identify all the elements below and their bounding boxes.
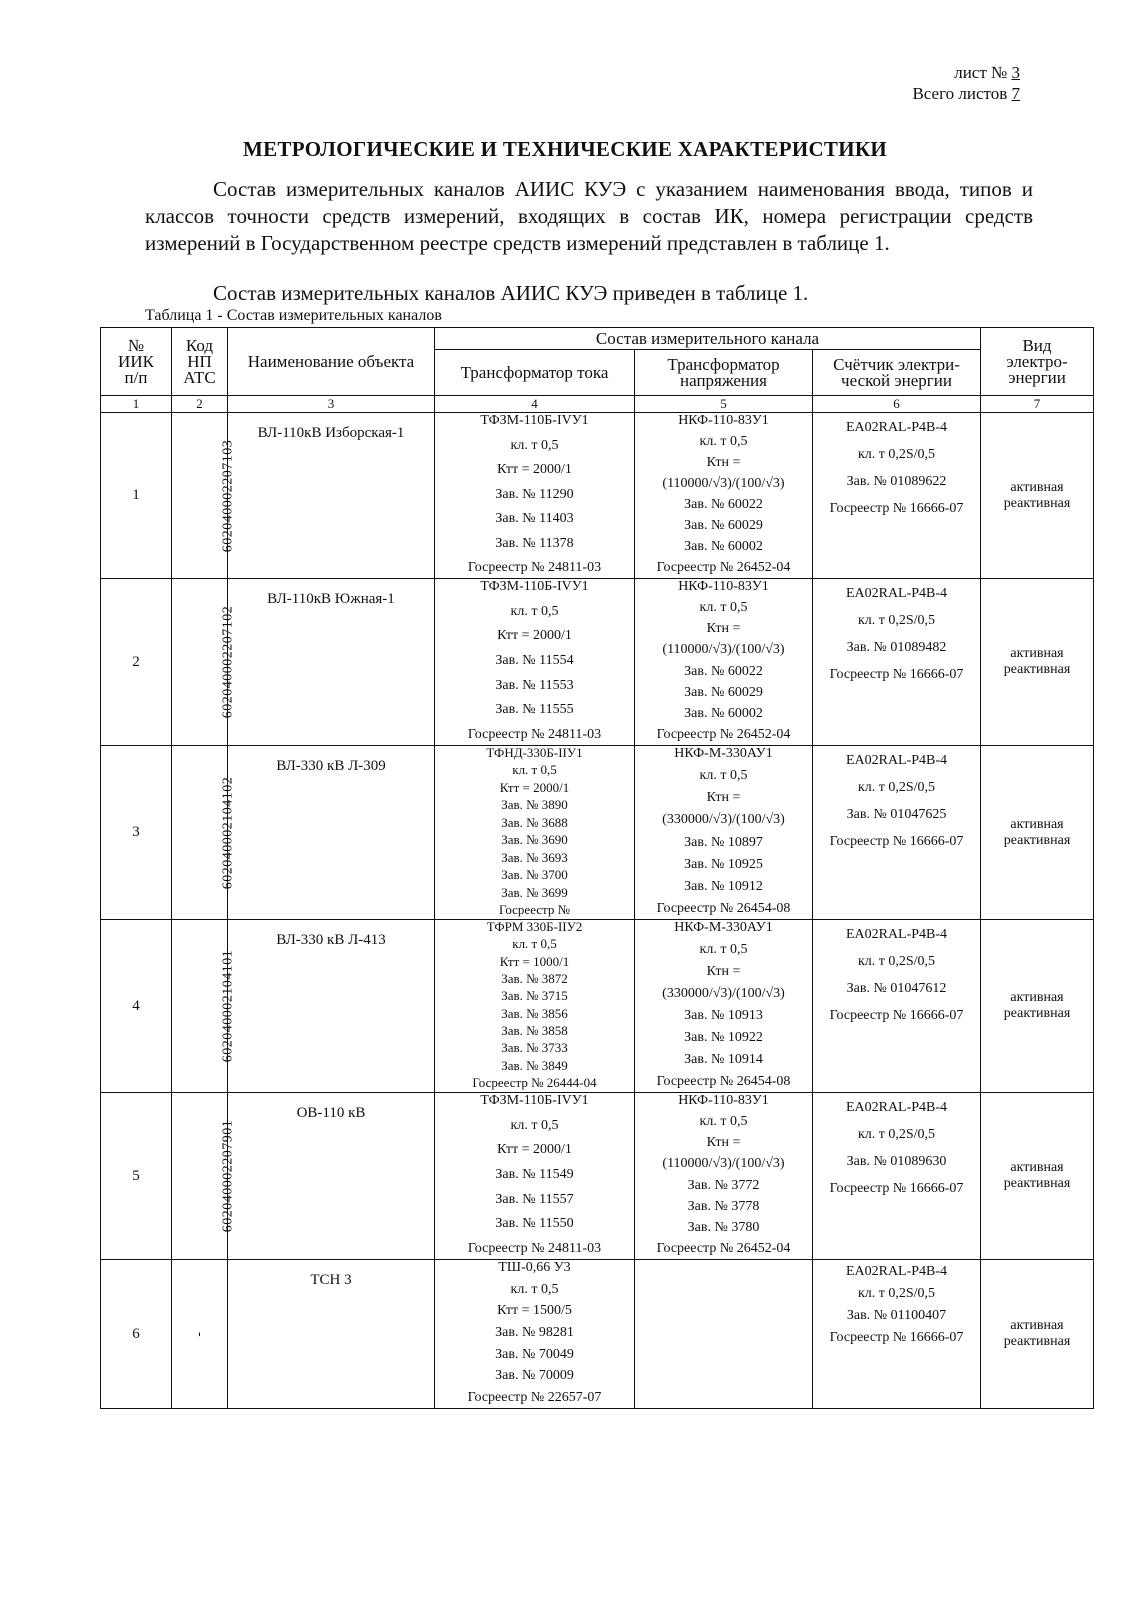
energy-meter-line: кл. т 0,2S/0,5 xyxy=(857,1286,936,1301)
energy-meter-line: EA02RAL-P4B-4 xyxy=(845,1264,948,1279)
table-reference-paragraph: Состав измерительных каналов АИИС КУЭ приведен в таблице 1. xyxy=(213,281,809,305)
energy-kind-cell xyxy=(981,920,1094,1093)
current-transformer-cell-line: Госреестр № xyxy=(498,901,571,917)
voltage-transformer-cell-line: Госреестр № 26454-08 xyxy=(656,1074,791,1089)
energy-meter-line: Госреестр № 16666-07 xyxy=(829,1181,964,1196)
energy-meter-line: Госреестр № 16666-07 xyxy=(829,1008,964,1023)
current-transformer-cell-line: Зав. № 3858 xyxy=(501,1022,568,1038)
current-transformer-cell-line: кл. т 0,5 xyxy=(512,762,557,778)
current-transformer-cell-line: Зав. № 11553 xyxy=(495,677,574,693)
current-transformer-cell-line: ТФЗМ-110Б-IVУ1 xyxy=(480,579,589,594)
energy-meter-line: кл. т 0,2S/0,5 xyxy=(857,780,936,795)
current-transformer-cell-line: Зав. № 3733 xyxy=(501,1040,568,1056)
energy-meter-cell xyxy=(813,1093,981,1260)
voltage-transformer-cell-line: Зав. № 10922 xyxy=(684,1030,763,1045)
voltage-transformer-cell-line: кл. т 0,5 xyxy=(699,1114,748,1130)
object-name-cell: ВЛ-330 кВ Л-309 xyxy=(228,746,435,920)
voltage-transformer-cell-line: НКФ-110-83У1 xyxy=(678,413,769,428)
voltage-transformer-cell-line: НКФ-М-330АУ1 xyxy=(674,746,773,761)
voltage-transformer-cell-line: Госреестр № 26452-04 xyxy=(656,560,791,575)
table-row xyxy=(101,579,1094,746)
energy-meter-cell xyxy=(813,1260,981,1409)
current-transformer-cell-line: ТФРМ 330Б-IIУ2 xyxy=(486,919,583,934)
document-title: МЕТРОЛОГИЧЕСКИЕ И ТЕХНИЧЕСКИЕ ХАРАКТЕРИСТИКИ xyxy=(242,137,888,161)
iik-number-cell: 2 xyxy=(101,579,172,746)
energy-meter-line: Зав. № 01089482 xyxy=(846,640,947,655)
current-transformer-cell xyxy=(435,579,635,746)
voltage-transformer-cell xyxy=(635,579,813,746)
current-transformer-cell-line: Зав. № 11550 xyxy=(495,1216,574,1232)
voltage-transformer-cell xyxy=(635,1093,813,1260)
current-transformer-cell-line: Зав. № 11554 xyxy=(495,652,574,668)
current-transformer-cell-line: ТФЗМ-110Б-IVУ1 xyxy=(480,413,589,428)
current-transformer-cell-line: Зав. № 11555 xyxy=(495,702,574,718)
table-row xyxy=(101,746,1094,920)
voltage-transformer-cell-line: Зав. № 10897 xyxy=(684,834,763,850)
energy-kind-line: реактивная xyxy=(1003,832,1071,848)
energy-meter-line: Госреестр № 16666-07 xyxy=(829,501,964,516)
energy-kind-line: реактивная xyxy=(1003,662,1071,677)
current-transformer-cell-line: кл. т 0,5 xyxy=(510,1117,559,1133)
np-ats-code: 602040002104102 xyxy=(220,776,236,889)
current-transformer-cell-line: Зав. № 3699 xyxy=(501,884,568,900)
voltage-transformer-cell-line: Зав. № 60022 xyxy=(684,497,763,512)
current-transformer-cell-line: ТФЗМ-110Б-IVУ1 xyxy=(480,1093,589,1108)
current-transformer-cell xyxy=(435,1093,635,1260)
np-ats-code-cell xyxy=(172,413,236,579)
np-ats-code: 602040002207103 xyxy=(220,439,236,552)
energy-meter-line: Зав. № 01089630 xyxy=(846,1154,947,1169)
current-transformer-cell-line: кл. т 0,5 xyxy=(510,603,559,619)
current-transformer-cell-line: Зав. № 3690 xyxy=(501,832,568,848)
energy-kind-line: активная xyxy=(1010,479,1064,495)
np-ats-code: 602040002104101 xyxy=(220,949,236,1063)
current-transformer-cell-line: Зав. № 3693 xyxy=(501,849,568,865)
voltage-transformer-cell-line: Зав. № 10914 xyxy=(684,1052,763,1067)
voltage-transformer-cell-line: Зав. № 3780 xyxy=(687,1219,760,1235)
sheet-total: Всего листов 7 xyxy=(912,84,1020,103)
energy-kind-cell xyxy=(981,746,1094,920)
iik-number-cell: 4 xyxy=(101,920,172,1093)
np-ats-code-cell xyxy=(172,746,236,920)
voltage-transformer-cell-line: Ктн = xyxy=(706,621,741,637)
energy-kind-cell xyxy=(981,1260,1094,1409)
energy-meter-line: кл. т 0,2S/0,5 xyxy=(857,954,936,969)
voltage-transformer-cell-line: Госреестр № 26452-04 xyxy=(656,1240,791,1256)
energy-meter-line: EA02RAL-P4B-4 xyxy=(845,586,948,601)
header-voltage-transformer: Трансформатор напряжения xyxy=(635,350,813,396)
voltage-transformer-cell-line: Ктн = xyxy=(706,455,741,470)
voltage-transformer-cell-line: (110000/√3)/(100/√3) xyxy=(662,642,785,658)
voltage-transformer-cell xyxy=(635,413,813,579)
energy-meter-line: EA02RAL-P4B-4 xyxy=(845,1100,948,1115)
energy-meter-line: Госреестр № 16666-07 xyxy=(829,1330,964,1345)
current-transformer-cell-line: Ктт = 2000/1 xyxy=(497,628,572,644)
table-caption: Таблица 1 - Состав измерительных каналов xyxy=(145,307,442,324)
energy-meter-cell xyxy=(813,746,981,920)
current-transformer-cell-line: кл. т 0,5 xyxy=(510,437,559,453)
current-transformer-cell-line: Зав. № 70009 xyxy=(495,1368,574,1384)
voltage-transformer-cell-line: Зав. № 60022 xyxy=(684,663,763,679)
energy-kind-line: активная xyxy=(1010,646,1064,661)
header-energy-meter: Счётчик электри- ческой энергии xyxy=(813,350,981,396)
current-transformer-cell-line: Зав. № 3849 xyxy=(501,1057,568,1073)
voltage-transformer-cell-line: Зав. № 60002 xyxy=(684,539,763,554)
voltage-transformer-cell-line: (330000/√3)/(100/√3) xyxy=(662,986,785,1001)
energy-kind-cell xyxy=(981,413,1094,579)
energy-kind-line: реактивная xyxy=(1003,1334,1071,1349)
voltage-transformer-cell-line: НКФ-М-330АУ1 xyxy=(674,920,773,935)
current-transformer-cell-line: ТФНД-330Б-IIУ1 xyxy=(486,745,583,760)
column-numbers-row: 1 2 3 4 5 6 7 xyxy=(101,396,1094,413)
energy-meter-line: Зав. № 01089622 xyxy=(846,474,947,489)
energy-meter-line: Зав. № 01047625 xyxy=(846,807,947,822)
table-row xyxy=(101,1260,1094,1409)
energy-kind-line: реактивная xyxy=(1003,1006,1071,1021)
voltage-transformer-cell-line: Ктн = xyxy=(706,964,741,979)
energy-kind-cell xyxy=(981,1093,1094,1260)
current-transformer-cell-line: Зав. № 3856 xyxy=(501,1005,568,1021)
voltage-transformer-cell-line: (330000/√3)/(100/√3) xyxy=(662,812,785,828)
voltage-transformer-cell-line: (110000/√3)/(100/√3) xyxy=(662,476,785,491)
energy-kind-line: активная xyxy=(1010,816,1064,832)
header-energy-kind: Вид электро- энергии xyxy=(981,328,1094,396)
np-ats-code-cell xyxy=(172,920,236,1093)
header-iik-number: № ИИК п/п xyxy=(101,328,172,396)
iik-number-cell: 5 xyxy=(101,1093,172,1260)
voltage-transformer-cell-line: НКФ-110-83У1 xyxy=(678,1093,769,1108)
current-transformer-cell-line: Зав. № 3872 xyxy=(501,970,568,986)
voltage-transformer-cell xyxy=(635,746,813,920)
voltage-transformer-cell xyxy=(635,920,813,1093)
energy-meter-line: кл. т 0,2S/0,5 xyxy=(857,447,936,462)
current-transformer-cell xyxy=(435,746,635,920)
voltage-transformer-cell-line: (110000/√3)/(100/√3) xyxy=(662,1156,785,1172)
energy-kind-line: реактивная xyxy=(1003,1176,1071,1191)
energy-meter-line: Зав. № 01100407 xyxy=(846,1308,947,1323)
voltage-transformer-cell-line: Госреестр № 26452-04 xyxy=(656,726,791,742)
current-transformer-cell-line: Зав. № 11557 xyxy=(495,1191,574,1207)
object-name-cell: ОВ-110 кВ xyxy=(228,1093,435,1260)
header-np-ats-code: Код НП АТС xyxy=(172,328,228,396)
energy-meter-line: Зав. № 01047612 xyxy=(846,981,947,996)
energy-kind-line: активная xyxy=(1010,990,1064,1005)
voltage-transformer-cell-line: кл. т 0,5 xyxy=(699,942,748,957)
intro-paragraph: Состав измерительных каналов АИИС КУЭ с указанием наименования ввода, типов и классов точности средств измерений, входящих в состав ИК, номера регистрации средств измерений в Государственном реестре средств измерений представлен в таблице 1. xyxy=(145,177,1033,255)
voltage-transformer-cell-line: Зав. № 10925 xyxy=(684,856,763,872)
current-transformer-cell-line: Зав. № 11378 xyxy=(495,535,574,551)
object-name-cell: ВЛ-110кВ Изборская-1 xyxy=(228,413,435,579)
current-transformer-cell-line: Госреестр № 24811-03 xyxy=(467,726,602,742)
energy-kind-line: активная xyxy=(1010,1318,1064,1333)
voltage-transformer-cell-line: Зав. № 10912 xyxy=(684,878,763,894)
channels-table xyxy=(100,327,1094,1409)
voltage-transformer-cell-line: Ктн = xyxy=(706,1135,741,1151)
current-transformer-cell-line: Госреестр № 24811-03 xyxy=(467,560,602,575)
voltage-transformer-cell-line: Зав. № 60029 xyxy=(684,684,763,700)
energy-meter-line: EA02RAL-P4B-4 xyxy=(845,420,948,435)
voltage-transformer-cell-line: кл. т 0,5 xyxy=(699,600,748,616)
current-transformer-cell-line: Зав. № 11403 xyxy=(495,511,574,526)
voltage-transformer-cell-line: Зав. № 10913 xyxy=(684,1008,763,1023)
current-transformer-cell-line: Зав. № 70049 xyxy=(495,1346,574,1362)
iik-number-cell: 3 xyxy=(101,746,172,920)
current-transformer-cell-line: Ктт = 2000/1 xyxy=(497,1142,572,1158)
np-ats-code-cell xyxy=(172,1093,236,1260)
current-transformer-cell-line: Зав. № 98281 xyxy=(495,1324,574,1340)
current-transformer-cell-line: Зав. № 11549 xyxy=(495,1166,574,1182)
object-name-cell: ВЛ-110кВ Южная-1 xyxy=(228,579,435,746)
object-name-cell: ТСН 3 xyxy=(228,1260,435,1409)
current-transformer-cell-line: Ктт = 1000/1 xyxy=(499,953,570,969)
np-ats-code-cell xyxy=(172,579,236,746)
np-ats-code: 602040002207102 xyxy=(220,605,236,719)
voltage-transformer-cell-line: Зав. № 60002 xyxy=(684,705,763,721)
sheet-info xyxy=(912,62,1020,104)
voltage-transformer-cell-line: Зав. № 3778 xyxy=(687,1198,760,1214)
np-ats-code: - xyxy=(191,1331,207,1337)
energy-meter-cell xyxy=(813,579,981,746)
current-transformer-cell-line: ТШ-0,66 У3 xyxy=(498,1260,571,1275)
current-transformer-cell-line: Ктт = 2000/1 xyxy=(497,462,572,477)
current-transformer-cell-line: Зав. № 11290 xyxy=(495,486,574,502)
energy-meter-line: EA02RAL-P4B-4 xyxy=(845,927,948,942)
current-transformer-cell-line: Госреестр № 22657-07 xyxy=(467,1389,602,1405)
iik-number-cell: 6 xyxy=(101,1260,172,1409)
current-transformer-cell-line: Госреестр № 26444-04 xyxy=(472,1074,597,1090)
header-object-name: Наименование объекта xyxy=(228,328,435,396)
voltage-transformer-cell-line: НКФ-110-83У1 xyxy=(678,579,769,594)
current-transformer-cell-line: Ктт = 2000/1 xyxy=(499,779,570,795)
voltage-transformer-cell-line: кл. т 0,5 xyxy=(699,434,748,449)
current-transformer-cell-line: Ктт = 1500/5 xyxy=(497,1303,572,1319)
iik-number-cell: 1 xyxy=(101,413,172,579)
energy-meter-line: кл. т 0,2S/0,5 xyxy=(857,613,936,628)
header-channel-composition: Состав измерительного канала xyxy=(435,328,981,350)
energy-meter-line: кл. т 0,2S/0,5 xyxy=(857,1127,936,1142)
current-transformer-cell-line: Зав. № 3688 xyxy=(501,814,568,830)
energy-meter-cell xyxy=(813,413,981,579)
current-transformer-cell xyxy=(435,920,635,1093)
energy-meter-cell xyxy=(813,920,981,1093)
energy-kind-line: реактивная xyxy=(1003,495,1071,511)
voltage-transformer-cell-line: Зав. № 60029 xyxy=(684,518,763,533)
sheet-number: лист № 3 xyxy=(954,63,1020,82)
voltage-transformer-cell-line: Зав. № 3772 xyxy=(687,1177,760,1193)
current-transformer-cell-line: Зав. № 3890 xyxy=(501,797,568,813)
current-transformer-cell-line: кл. т 0,5 xyxy=(510,1281,559,1297)
energy-kind-cell xyxy=(981,579,1094,746)
np-ats-code: 602040002207901 xyxy=(220,1119,236,1233)
current-transformer-cell-line: кл. т 0,5 xyxy=(512,936,557,952)
table-row xyxy=(101,413,1094,579)
table-row xyxy=(101,920,1094,1093)
np-ats-code-cell xyxy=(172,1260,228,1409)
header-current-transformer: Трансформатор тока xyxy=(435,350,635,396)
current-transformer-cell xyxy=(435,1260,635,1409)
current-transformer-cell-line: Зав. № 3700 xyxy=(501,867,568,883)
energy-kind-line: активная xyxy=(1010,1160,1064,1175)
object-name-cell: ВЛ-330 кВ Л-413 xyxy=(228,920,435,1093)
energy-meter-line: EA02RAL-P4B-4 xyxy=(845,753,948,768)
energy-meter-line: Госреестр № 16666-07 xyxy=(829,834,964,849)
voltage-transformer-cell-line: Ктн = xyxy=(706,790,741,806)
voltage-transformer-cell xyxy=(635,1260,813,1409)
current-transformer-cell-line: Госреестр № 24811-03 xyxy=(467,1240,602,1256)
current-transformer-cell xyxy=(435,413,635,579)
voltage-transformer-cell-line: Госреестр № 26454-08 xyxy=(656,900,791,916)
current-transformer-cell-line: Зав. № 3715 xyxy=(501,988,568,1004)
table-row xyxy=(101,1093,1094,1260)
energy-meter-line: Госреестр № 16666-07 xyxy=(829,667,964,682)
voltage-transformer-cell-line: кл. т 0,5 xyxy=(699,768,748,784)
